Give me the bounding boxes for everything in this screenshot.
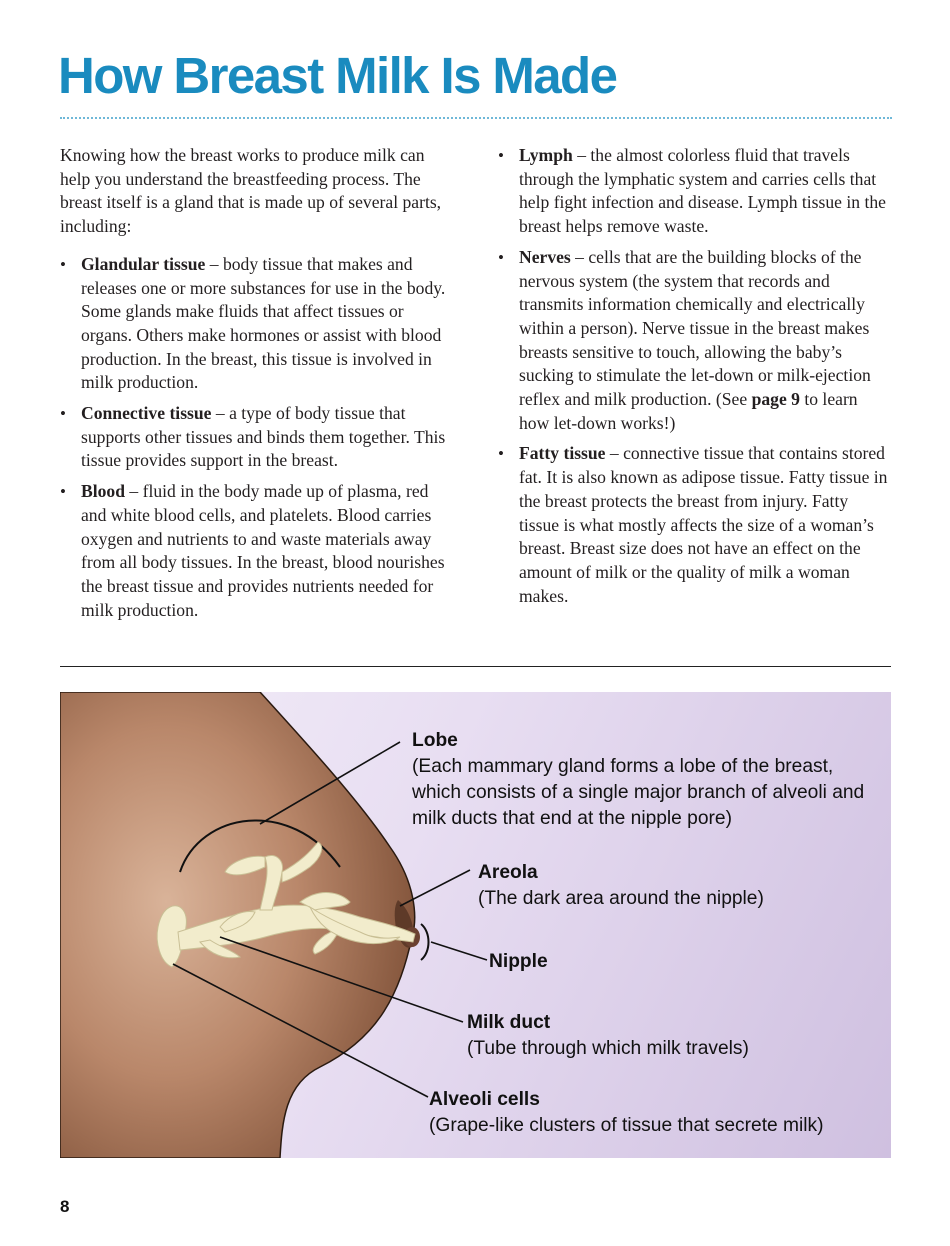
- term-connective-tissue: Connective tissue: [81, 403, 212, 424]
- intro-paragraph: Knowing how the breast works to produce milk can help you understand the breastfeeding process. The breast itself is a gland that is made up of several parts, including:: [60, 145, 442, 237]
- term-nerves: Nerves: [519, 246, 571, 267]
- nipple-bracket: [421, 924, 429, 960]
- label-lobe-desc: (Each mammary gland forms a lobe of the breast, which consists of a single major branch of alveoli and milk ducts that end at the nipple pore): [412, 756, 865, 829]
- left-bullet-list: [60, 253, 452, 623]
- definition-nerves-end: to learn how let-down works!): [519, 389, 858, 433]
- label-areola: [478, 860, 878, 912]
- definition-blood: – fluid in the body made up of plasma, red and white blood cells, and platelets. Blood carries oxygen and nutrients to and waste materials away from all body tissues. In the breast, blood nourishes the breast tissue and provides nutrients needed for milk production.: [81, 481, 445, 620]
- label-nipple-title: Nipple: [489, 951, 548, 972]
- breast-anatomy-figure: [60, 692, 891, 1158]
- definition-glandular-tissue: – body tissue that makes and releases one or more substances for use in the body. Some glands make fluids that affect tissues or organs. Others make hormones or assist with blood production. In the breast, this tissue is involved in milk production.: [81, 253, 446, 393]
- label-lobe-title: Lobe: [412, 730, 458, 751]
- definition-lymph: – the almost colorless fluid that travels through the lymphatic system and carries cells that help fight infection and disease. Lymph tissue in the breast helps remove waste.: [519, 145, 886, 237]
- left-column: [60, 144, 452, 629]
- term-blood: Blood: [81, 481, 126, 502]
- term-lymph: Lymph: [519, 145, 573, 165]
- label-alveoli-cells: [429, 1087, 889, 1139]
- title-divider: [60, 117, 892, 119]
- label-alveoli-cells-title: Alveoli cells: [429, 1089, 540, 1110]
- list-item-fatty-tissue: [498, 442, 890, 608]
- label-nipple: [489, 949, 689, 975]
- list-item-nerves: [498, 246, 890, 436]
- page-number: 8: [60, 1197, 70, 1216]
- label-lobe: [412, 728, 882, 832]
- page-title: How Breast Milk Is Made: [58, 47, 617, 104]
- section-divider: [60, 666, 891, 667]
- term-fatty-tissue: Fatty tissue: [519, 443, 606, 464]
- label-areola-desc: (The dark area around the nipple): [478, 888, 764, 909]
- definition-nerves: – cells that are the building blocks of the nervous system (the system that records and transmits information chemically and electrically within a person). Nerve tissue in the breast makes breasts sensitive to touch, allowing the baby’s sucking to stimulate the let-down or milk-ejection reflex and milk production. (See: [519, 246, 871, 410]
- definition-fatty-tissue: – connective tissue that contains stored fat. It is also known as adipose tissue. Fatty tissue in the breast protects the breast from injury. Fatty tissue is what mostly affects the size of a woman’s breast. Breast size does not have an effect on the amount of milk or the quality of milk a woman makes.: [519, 443, 888, 606]
- right-column: [498, 144, 890, 615]
- page-reference-link[interactable]: page 9: [751, 389, 800, 410]
- list-item-connective-tissue: [60, 402, 452, 473]
- label-milk-duct-desc: (Tube through which milk travels): [467, 1038, 749, 1059]
- definition-connective-tissue: – a type of body tissue that supports other tissues and binds them together. This tissue provides support in the breast.: [81, 403, 446, 471]
- label-areola-title: Areola: [478, 862, 538, 883]
- right-bullet-list: [498, 144, 890, 608]
- list-item-glandular-tissue: [60, 253, 452, 395]
- list-item-blood: [60, 480, 452, 622]
- label-milk-duct-title: Milk duct: [467, 1012, 551, 1033]
- label-milk-duct: [467, 1010, 887, 1062]
- list-item-lymph: [498, 144, 890, 239]
- label-alveoli-cells-desc: (Grape-like clusters of tissue that secrete milk): [429, 1115, 824, 1136]
- term-glandular-tissue: Glandular tissue: [81, 253, 206, 274]
